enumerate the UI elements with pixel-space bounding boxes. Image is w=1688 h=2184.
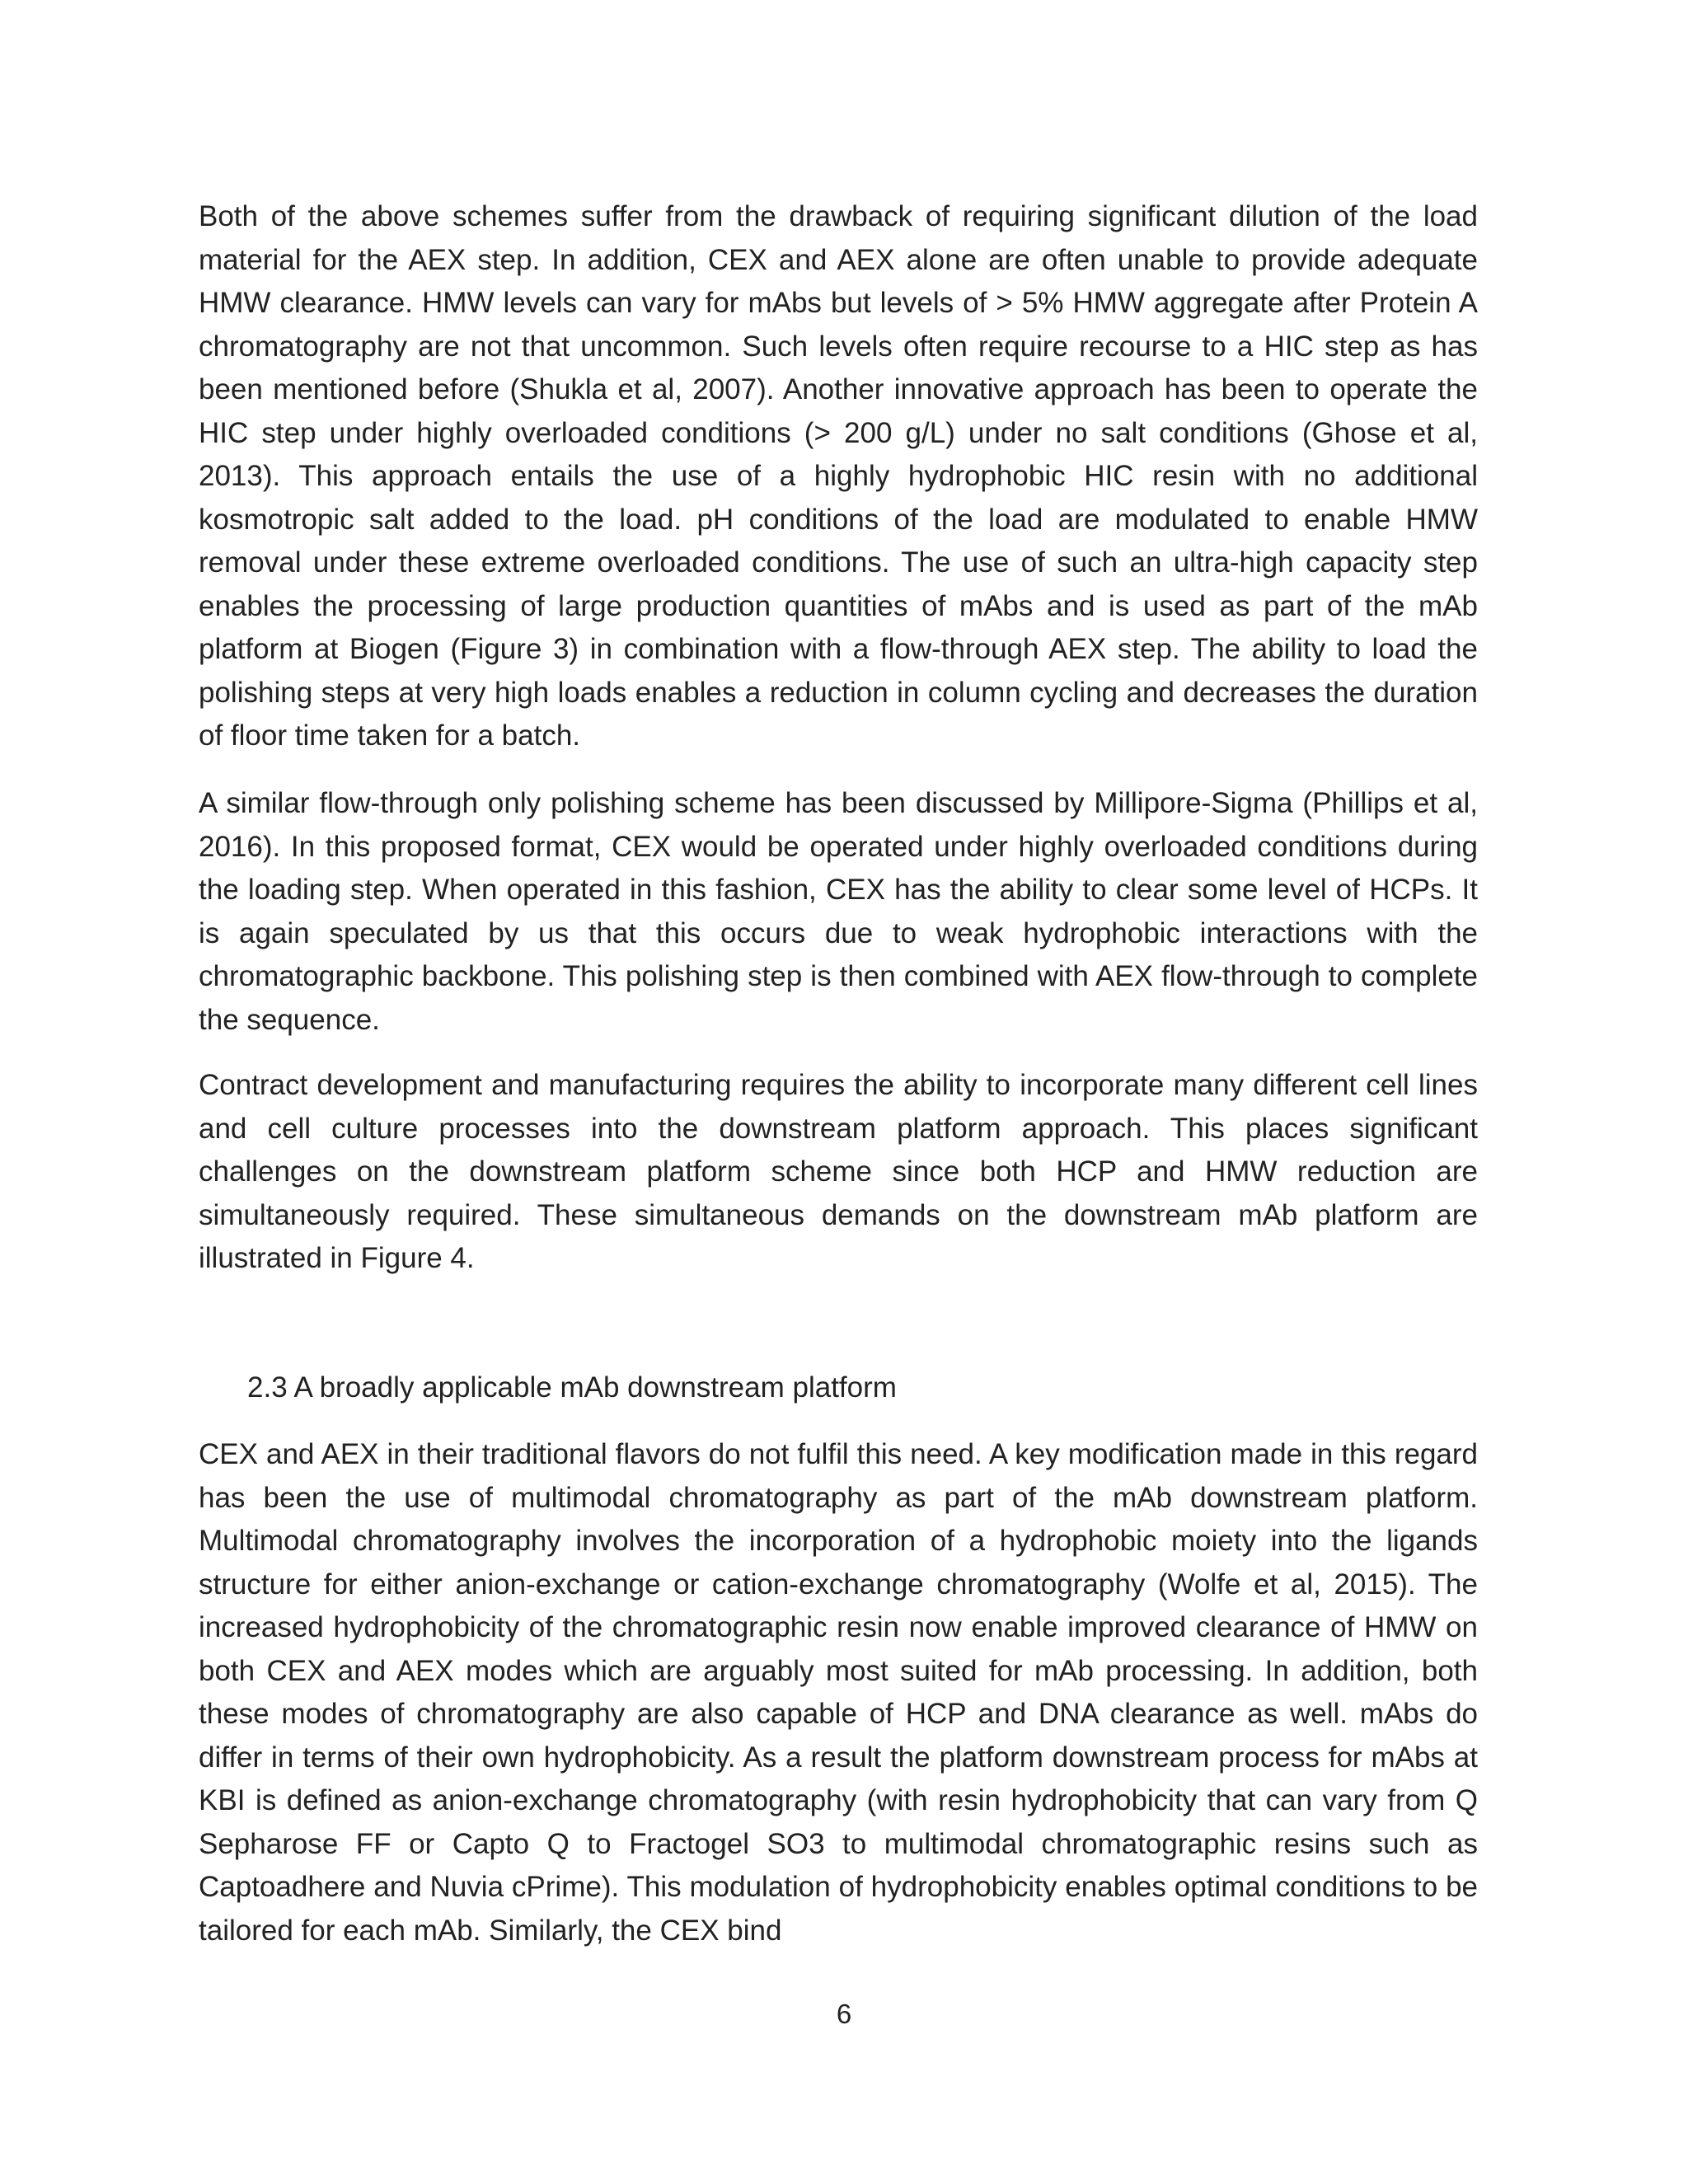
body-paragraph-1: Both of the above schemes suffer from the drawback of requiring significant dilution of the load material for the AEX step. In addition, CEX and AEX alone are often unable to provide adequate HMW clearance. HMW levels can vary for mAbs but levels of > 5% HMW aggregate after Protein A chromatography are not that uncommon. Such levels often require recourse to a HIC step as has been mentioned before (Shukla et al, 2007). Another innovative approach has been to operate the HIC step under highly overloaded conditions (> 200 g/L) under no salt conditions (Ghose et al, 2013). This approach entails the use of a highly hydrophobic HIC resin with no additional kosmotropic salt added to the load. pH conditions of the load are modulated to enable HMW removal under these extreme overloaded conditions. The use of such an ultra-high capacity step enables the processing of large production quantities of mAbs and is used as part of the mAb platform at Biogen (Figure 3) in combination with a flow-through AEX step. The ability to load the polishing steps at very high loads enables a reduction in column cycling and decreases the duration of floor time taken for a batch. [199,200,1478,752]
section-heading: 2.3 A broadly applicable mAb downstream platform [247,1371,897,1404]
body-paragraph-3: Contract development and manufacturing requires the ability to incorporate many different cell lines and cell culture processes into the downstream platform approach. This places significant challenges on the downstream platform scheme since both HCP and HMW reduction are simultaneously required. These simultaneous demands on the downstream mAb platform are illustrated in Figure 4. [199,1069,1478,1274]
page-number: 6 [836,1999,852,2029]
body-paragraph-4: CEX and AEX in their traditional flavors do not fulfil this need. A key modification made in this regard has been the use of multimodal chromatography as part of the mAb downstream platform. Multimodal chromatography involves the incorporation of a hydrophobic moiety into the ligands structure for either anion-exchange or cation-exchange chromatography (Wolfe et al, 2015). The increased hydrophobicity of the chromatographic resin now enable improved clearance of HMW on both CEX and AEX modes which are arguably most suited for mAb processing. In addition, both these modes of chromatography are also capable of HCP and DNA clearance as well. mAbs do differ in terms of their own hydrophobicity. As a result the platform downstream process for mAbs at KBI is defined as anion-exchange chromatography (with resin hydrophobicity that can vary from Q Sepharose FF or Capto Q to Fractogel SO3 to multimodal chromatographic resins such as Captoadhere and Nuvia cPrime). This modulation of hydrophobicity enables optimal conditions to be tailored for each mAb. Similarly, the CEX bind [199,1438,1478,1947]
body-paragraph-2: A similar flow-through only polishing scheme has been discussed by Millipore-Sigma (Phillips et al, 2016). In this proposed format, CEX would be operated under highly overloaded conditions during the loading step. When operated in this fashion, CEX has the ability to clear some level of HCPs. It is again speculated by us that this occurs due to weak hydrophobic interactions with the chromatographic backbone. This polishing step is then combined with AEX flow-through to complete the sequence. [199,787,1478,1036]
